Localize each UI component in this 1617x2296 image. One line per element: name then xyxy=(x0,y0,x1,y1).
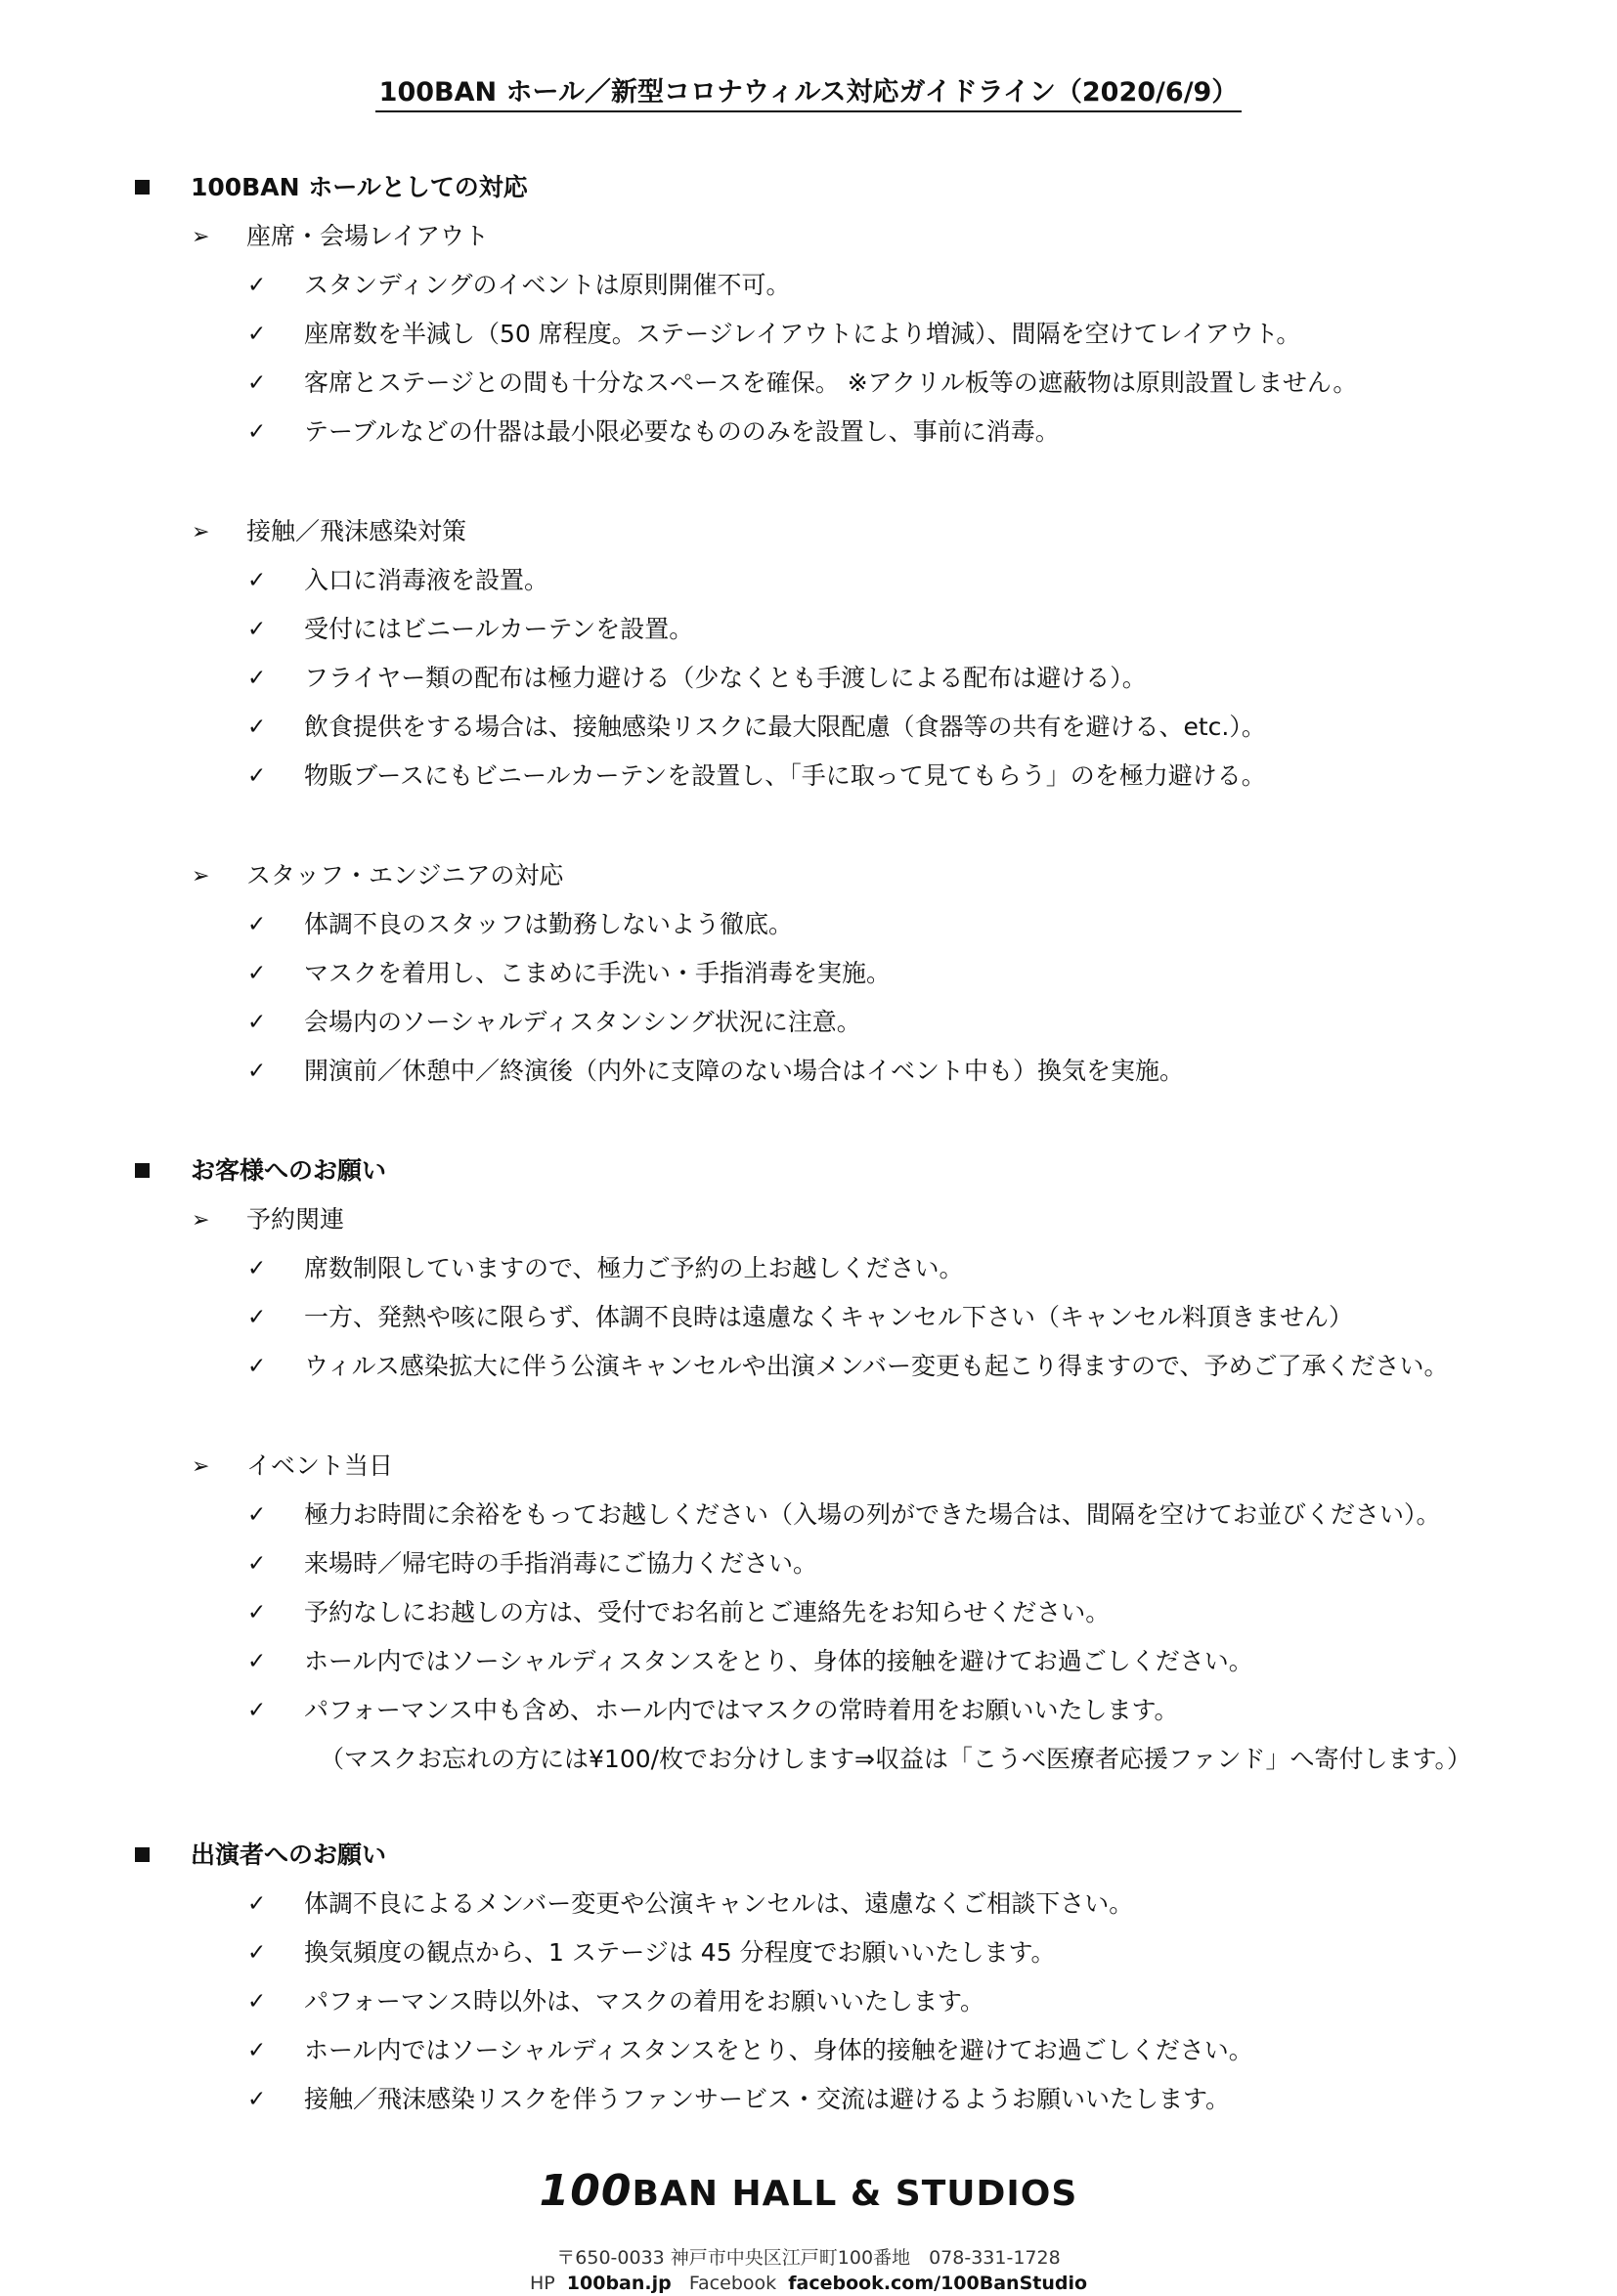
checkmark-icon: ✓ xyxy=(247,1502,267,1528)
checkmark-icon: ✓ xyxy=(247,1649,267,1674)
checkmark-icon: ✓ xyxy=(247,1940,267,1966)
list-item-text: パフォーマンス時以外は、マスクの着用をお願いいたします。 xyxy=(304,1987,985,2015)
logo-text: BAN HALL & STUDIOS xyxy=(632,2174,1078,2214)
facebook-link[interactable]: facebook.com/100BanStudio xyxy=(788,2273,1088,2294)
spacer xyxy=(0,1398,1617,1449)
subsection-heading: 予約関連 xyxy=(246,1205,345,1234)
list-item-text: 予約なしにお越しの方は、受付でお名前とご連絡先をお知らせください。 xyxy=(304,1598,1111,1626)
section-header xyxy=(0,1153,1617,1202)
checkmark-icon: ✓ xyxy=(247,912,267,937)
continuation-text: （マスクお忘れの方には¥100/枚でお分けします⇒収益は「こうべ医療者応援ファンド」へ寄付します。） xyxy=(320,1745,1471,1773)
list-item-text: 換気頻度の観点から、1 ステージは 45 分程度でお願いいたします。 xyxy=(304,1938,1056,1967)
list-item-text: フライヤー類の配布は極力避ける（少なくとも手渡しによる配布は避ける）。 xyxy=(304,664,1147,692)
list-item xyxy=(0,366,1617,414)
list-item xyxy=(0,1935,1617,1984)
subsection-header xyxy=(0,1202,1617,1251)
checkmark-icon: ✓ xyxy=(247,715,267,740)
section-heading: 出演者へのお願い xyxy=(191,1841,387,1869)
list-item-text: ホール内ではソーシャルディスタンスをとり、身体的接触を避けてお過ごしください。 xyxy=(304,2036,1253,2064)
list-item-text: 開演前／休憩中／終演後（内外に支障のない場合はイベント中も）換気を実施。 xyxy=(304,1057,1185,1085)
list-item-text: 飲食提供をする場合は、接触感染リスクに最大限配慮（食器等の共有を避ける、etc.）。 xyxy=(304,713,1266,741)
subsection-seating-layout xyxy=(0,219,1617,463)
list-item-text: パフォーマンス中も含め、ホール内ではマスクの常時着用をお願いいたします。 xyxy=(304,1696,1179,1724)
subsection-header xyxy=(0,219,1617,268)
checkmark-icon: ✓ xyxy=(247,1600,267,1625)
section-header xyxy=(0,170,1617,219)
checklist xyxy=(0,907,1617,1103)
checklist xyxy=(0,268,1617,463)
hp-label: HP xyxy=(529,2273,555,2294)
subsection-reservations xyxy=(0,1202,1617,1398)
website-link[interactable]: 100ban.jp xyxy=(566,2273,672,2294)
checkmark-icon: ✓ xyxy=(247,763,267,789)
list-item xyxy=(0,1054,1617,1103)
checklist xyxy=(0,1251,1617,1398)
checkmark-icon: ✓ xyxy=(247,1989,267,2014)
section-heading: お客様へのお願い xyxy=(191,1156,387,1185)
list-item xyxy=(0,1251,1617,1300)
checkmark-icon: ✓ xyxy=(247,1305,267,1330)
list-item xyxy=(0,1984,1617,2033)
brand-logo xyxy=(0,2166,1617,2216)
checkmark-icon: ✓ xyxy=(247,1256,267,1281)
arrow-right-icon: ➢ xyxy=(192,1208,210,1233)
list-item xyxy=(0,612,1617,661)
list-item-text: マスクを着用し、こまめに手洗い・手指消毒を実施。 xyxy=(304,959,892,987)
subsection-infection-control xyxy=(0,514,1617,807)
list-item-continuation xyxy=(0,1742,1617,1793)
arrow-right-icon: ➢ xyxy=(192,520,210,544)
checkmark-icon: ✓ xyxy=(247,322,267,347)
facebook-label: Facebook xyxy=(688,2273,777,2294)
list-item-text: 接触／飛沫感染リスクを伴うファンサービス・交流は避けるようお願いいたします。 xyxy=(304,2085,1231,2113)
subsection-heading: 座席・会場レイアウト xyxy=(246,222,490,250)
section-customer-requests xyxy=(0,1153,1617,1793)
section-heading: 100BAN ホールとしての対応 xyxy=(191,173,528,201)
list-item-text: スタンディングのイベントは原則開催不可。 xyxy=(304,271,791,299)
section-performer-requests xyxy=(0,1838,1617,2131)
arrow-right-icon: ➢ xyxy=(192,864,210,888)
list-item-text: 体調不良によるメンバー変更や公演キャンセルは、遠慮なくご相談下さい。 xyxy=(304,1889,1134,1918)
contact-line xyxy=(0,2271,1617,2296)
list-item xyxy=(0,1300,1617,1349)
address-text: 〒650-0033 神戸市中央区江戸町100番地 078-331-1728 xyxy=(556,2247,1061,2269)
list-item xyxy=(0,1886,1617,1935)
list-item xyxy=(0,2033,1617,2082)
list-item xyxy=(0,907,1617,956)
checkmark-icon: ✓ xyxy=(247,2038,267,2063)
list-item-text: 入口に消毒液を設置。 xyxy=(304,566,549,594)
checkmark-icon: ✓ xyxy=(247,2087,267,2112)
list-item-text: テーブルなどの什器は最小限必要なもののみを設置し、事前に消毒。 xyxy=(304,417,1060,446)
list-item xyxy=(0,2082,1617,2131)
checklist xyxy=(0,1886,1617,2131)
subsection-header xyxy=(0,1449,1617,1497)
list-item-text: 会場内のソーシャルディスタンシング状況に注意。 xyxy=(304,1008,861,1036)
checklist xyxy=(0,1497,1617,1793)
list-item-text: 客席とステージとの間も十分なスペースを確保。 ※アクリル板等の遮蔽物は原則設置しません。 xyxy=(304,368,1358,397)
list-item xyxy=(0,661,1617,710)
checkmark-icon: ✓ xyxy=(247,1891,267,1917)
logo-number: 100 xyxy=(539,2166,633,2216)
list-item xyxy=(0,268,1617,317)
checkmark-icon: ✓ xyxy=(247,1551,267,1577)
list-item-text: 受付にはビニールカーテンを設置。 xyxy=(304,615,694,643)
subsection-heading: イベント当日 xyxy=(246,1451,394,1480)
checkmark-icon: ✓ xyxy=(247,961,267,986)
checkmark-icon: ✓ xyxy=(247,568,267,593)
filled-square-icon xyxy=(135,1847,150,1862)
spacer xyxy=(0,807,1617,858)
document-title: 100BAN ホール／新型コロナウィルス対応ガイドライン（2020/6/9） xyxy=(375,77,1243,112)
checkmark-icon: ✓ xyxy=(247,1059,267,1084)
address-line xyxy=(0,2245,1617,2271)
subsection-staff-response xyxy=(0,858,1617,1103)
checkmark-icon: ✓ xyxy=(247,617,267,642)
list-item xyxy=(0,1005,1617,1054)
list-item xyxy=(0,1644,1617,1693)
subsection-heading: スタッフ・エンジニアの対応 xyxy=(246,861,564,889)
list-item-text: 座席数を半減し（50 席程度。ステージレイアウトにより増減）、間隔を空けてレイアウト。 xyxy=(304,320,1301,348)
list-item xyxy=(0,317,1617,366)
list-item xyxy=(0,1546,1617,1595)
subsection-heading: 接触／飛沫感染対策 xyxy=(246,517,467,545)
checkmark-icon: ✓ xyxy=(247,370,267,396)
arrow-right-icon: ➢ xyxy=(192,1454,210,1479)
checkmark-icon: ✓ xyxy=(247,666,267,691)
list-item-text: 極力お時間に余裕をもってお越しください（入場の列ができた場合は、間隔を空けてお並びください）。 xyxy=(304,1500,1441,1529)
list-item-text: 物販ブースにもビニールカーテンを設置し、「手に取って見てもらう」のを極力避ける。 xyxy=(304,761,1266,790)
checkmark-icon: ✓ xyxy=(247,1010,267,1035)
filled-square-icon xyxy=(135,1163,150,1178)
list-item xyxy=(0,1595,1617,1644)
list-item xyxy=(0,1693,1617,1742)
list-item xyxy=(0,710,1617,758)
list-item-text: ホール内ではソーシャルディスタンスをとり、身体的接触を避けてお過ごしください。 xyxy=(304,1647,1253,1675)
subsection-header xyxy=(0,514,1617,563)
list-item xyxy=(0,956,1617,1005)
section-header xyxy=(0,1838,1617,1886)
list-item-text: 来場時／帰宅時の手指消毒にご協力ください。 xyxy=(304,1549,818,1578)
document-title-wrap xyxy=(0,70,1617,108)
subsection-header xyxy=(0,858,1617,907)
list-item-text: ウィルス感染拡大に伴う公演キャンセルや出演メンバー変更も起こり得ますので、予めご了承ください。 xyxy=(304,1352,1449,1380)
checkmark-icon: ✓ xyxy=(247,1698,267,1723)
filled-square-icon xyxy=(135,180,150,195)
checkmark-icon: ✓ xyxy=(247,419,267,445)
list-item xyxy=(0,1349,1617,1398)
subsection-event-day xyxy=(0,1449,1617,1793)
checklist xyxy=(0,563,1617,807)
checkmark-icon: ✓ xyxy=(247,1354,267,1379)
list-item xyxy=(0,563,1617,612)
list-item xyxy=(0,414,1617,463)
section-hall-response xyxy=(0,170,1617,1103)
list-item-text: 体調不良のスタッフは勤務しないよう徹底。 xyxy=(304,910,794,938)
spacer xyxy=(0,463,1617,514)
list-item-text: 席数制限していますので、極力ご予約の上お越しください。 xyxy=(304,1254,964,1282)
arrow-right-icon: ➢ xyxy=(192,225,210,249)
list-item xyxy=(0,758,1617,807)
list-item xyxy=(0,1497,1617,1546)
footer xyxy=(0,2166,1617,2296)
checkmark-icon: ✓ xyxy=(247,273,267,298)
list-item-text: 一方、発熱や咳に限らず、体調不良時は遠慮なくキャンセル下さい（キャンセル料頂きません） xyxy=(304,1303,1354,1331)
